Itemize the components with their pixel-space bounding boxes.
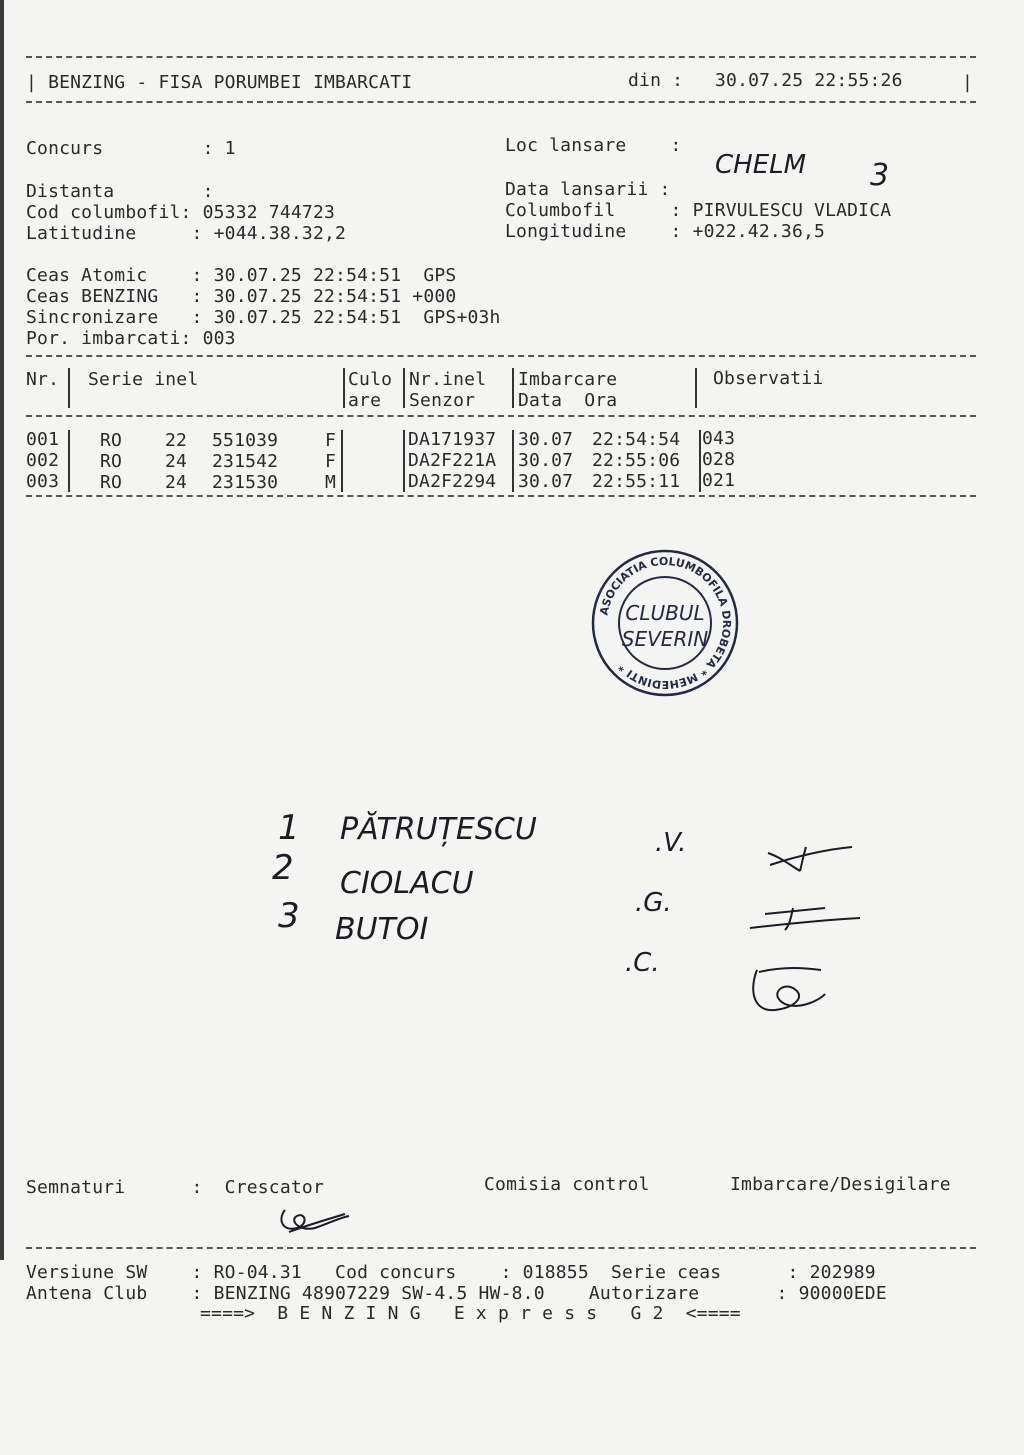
col-header-nr: Nr.: [26, 369, 60, 390]
col-header-senzor: Senzor: [409, 390, 476, 411]
handwritten-num-2: 2: [272, 848, 294, 888]
stamp-outer-text: ASOCIATIA COLUMBOFILA DROBETA * MEHEDINTI *: [597, 554, 734, 692]
handwritten-name-2: CIOLACU: [340, 866, 474, 901]
row-sex: F: [325, 430, 337, 451]
row-time: 22:55:11: [592, 471, 681, 492]
col-header-are: are: [348, 390, 382, 411]
col-header-serie: Serie inel: [88, 369, 199, 390]
signature-2: [745, 900, 865, 940]
handwritten-mark-1: .V.: [655, 828, 687, 858]
row-sensor: DA2F2294: [408, 471, 497, 492]
handwritten-location-number: 3: [870, 158, 890, 193]
row-sensor: DA2F221A: [408, 450, 497, 471]
row-ring: 231530: [212, 472, 279, 493]
row-date: 30.07: [518, 450, 574, 471]
col-header-observatii: Observatii: [713, 368, 824, 389]
header-bar-5: [695, 368, 697, 408]
handwritten-mark-3: .C.: [625, 948, 660, 978]
row-sex: M: [325, 472, 337, 493]
row-ring: 551039: [212, 430, 279, 451]
por-imbarcati-line: Por. imbarcati: 003: [26, 328, 236, 349]
body-bar-5: [699, 430, 701, 492]
row-obs: 043: [702, 428, 736, 449]
table-top-divider: [26, 355, 976, 357]
comisia-control: Comisia control: [484, 1174, 650, 1195]
cod-columbofil-line: Cod columbofil: 05332 744723: [26, 202, 336, 223]
header-bar-1: [68, 368, 70, 408]
document-title: | BENZING - FISA PORUMBEI IMBARCATI: [26, 72, 413, 93]
handwritten-num-3: 3: [278, 896, 300, 936]
row-sex: F: [325, 451, 337, 472]
signature-3: [745, 960, 835, 1020]
body-bar-3: [403, 430, 405, 492]
data-lansarii-line: Data lansarii :: [505, 179, 671, 200]
table-header-divider: [26, 415, 976, 417]
date-value: 30.07.25 22:55:26: [715, 70, 903, 91]
distanta-line: Distanta :: [26, 181, 214, 202]
header-bar-3: [403, 368, 405, 408]
signature-crescator: [275, 1202, 355, 1238]
handwritten-name-3: BUTOI: [335, 912, 429, 947]
columbofil-line: Columbofil : PIRVULESCU VLADICA: [505, 200, 892, 221]
row-year: 24: [165, 451, 188, 472]
col-header-imbarcare: Imbarcare: [518, 369, 618, 390]
row-nr: 003: [26, 471, 60, 492]
handwritten-num-1: 1: [278, 808, 300, 848]
handwritten-location: CHELM: [715, 150, 807, 180]
row-sensor: DA171937: [408, 429, 497, 450]
header-top-divider: [26, 56, 976, 58]
row-nr: 002: [26, 450, 60, 471]
stamp-line-1: CLUBUL: [625, 601, 705, 625]
longitudine-line: Longitudine : +022.42.36,5: [505, 221, 826, 242]
loc-lansare-line: Loc lansare :: [505, 135, 682, 156]
row-year: 24: [165, 472, 188, 493]
header-end-bar: |: [962, 72, 974, 93]
row-country: RO: [100, 451, 123, 472]
row-obs: 021: [702, 470, 736, 491]
col-header-dataora: Data Ora: [518, 390, 618, 411]
footer-divider: [26, 1247, 976, 1249]
row-date: 30.07: [518, 429, 574, 450]
row-obs: 028: [702, 449, 736, 470]
row-country: RO: [100, 430, 123, 451]
ceas-atomic-line: Ceas Atomic : 30.07.25 22:54:51 GPS: [26, 265, 457, 286]
row-year: 22: [165, 430, 188, 451]
signature-1: [760, 835, 860, 880]
benzing-express-line: ====> B E N Z I N G E x p r e s s G 2 <====: [200, 1303, 741, 1324]
row-ring: 231542: [212, 451, 279, 472]
col-header-nrinel: Nr.inel: [409, 369, 487, 390]
row-nr: 001: [26, 429, 60, 450]
concurs-line: Concurs : 1: [26, 138, 236, 159]
handwritten-name-1: PĂTRUȚESCU: [340, 812, 537, 847]
col-header-culo: Culo: [348, 369, 393, 390]
row-date: 30.07: [518, 471, 574, 492]
versiune-line: Versiune SW : RO-04.31 Cod concurs : 018855 Serie ceas : 202989: [26, 1262, 876, 1283]
date-label: din :: [628, 70, 684, 91]
header-bar-4: [512, 368, 514, 408]
body-bar-2: [341, 430, 343, 492]
table-bottom-divider: [26, 495, 976, 497]
antena-line: Antena Club : BENZING 48907229 SW-4.5 HW-8.0 Autorizare : 90000EDE: [26, 1283, 887, 1304]
header-bottom-divider: [26, 101, 976, 103]
club-stamp: [590, 548, 740, 698]
stamp-line-2: SEVERIN: [621, 627, 709, 651]
body-bar-1: [68, 430, 70, 492]
handwritten-mark-2: .G.: [635, 888, 672, 918]
sincronizare-line: Sincronizare : 30.07.25 22:54:51 GPS+03h: [26, 307, 501, 328]
header-bar-2: [343, 368, 345, 408]
page-edge: [0, 0, 4, 1260]
row-time: 22:54:54: [592, 429, 681, 450]
latitudine-line: Latitudine : +044.38.32,2: [26, 223, 347, 244]
body-bar-4: [512, 430, 514, 492]
imbarcare-desigilare: Imbarcare/Desigilare: [730, 1174, 951, 1195]
semnaturi-crescator: Semnaturi : Crescator: [26, 1177, 324, 1198]
ceas-benzing-line: Ceas BENZING : 30.07.25 22:54:51 +000: [26, 286, 457, 307]
row-time: 22:55:06: [592, 450, 681, 471]
row-country: RO: [100, 472, 123, 493]
